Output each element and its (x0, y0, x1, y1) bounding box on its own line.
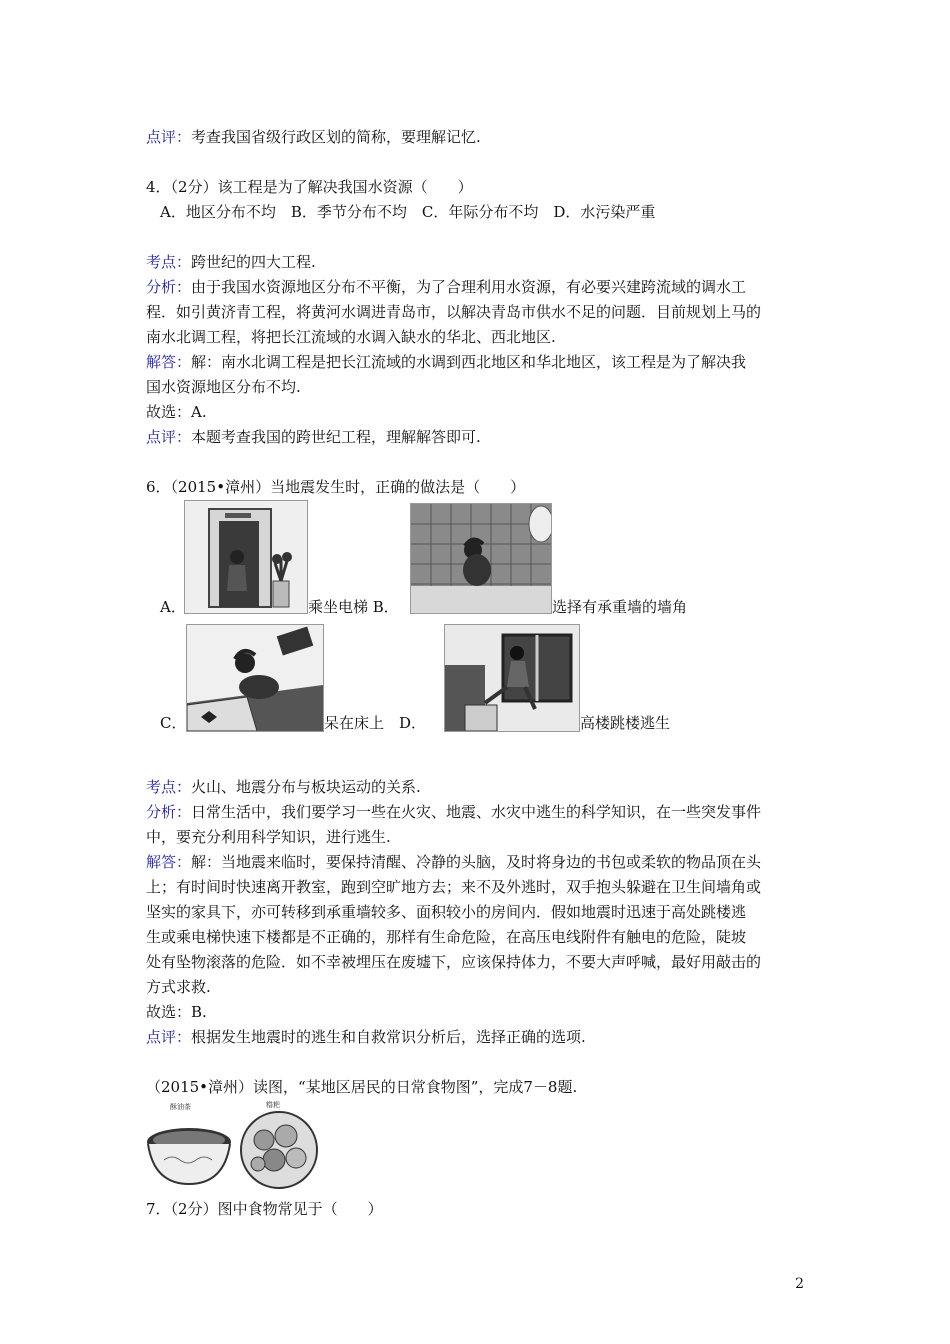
wall-corner-illustration (411, 504, 551, 613)
elevator-illustration (185, 501, 307, 613)
review-prev: 点评：考查我国省级行政区划的简称，要理解记忆. (146, 128, 481, 146)
food-image-tsampa (234, 1100, 324, 1190)
q4-analysis-2: 程．如引黄济青工程，将黄河水调进青岛市，以解决青岛市供水不足的问题．目前规划上马的 (146, 303, 762, 321)
q6-answer-1: 解答：解：当地震来临时，要保持清醒、冷静的头脑，及时将身边的书包或柔软的物品顶在头 (146, 853, 762, 871)
q4-analysis-1: 分析：由于我国水资源地区分布不平衡，为了合理利用水资源，有必要兴建跨流域的调水工 (146, 278, 747, 296)
tsampa-illustration (234, 1100, 324, 1190)
q6-choice: 故选：B. (146, 1003, 207, 1021)
food-label-butter-tea: 酥油茶 (170, 1103, 191, 1111)
q6-image-b-corner (410, 503, 552, 614)
q7-stem: 7．（2分）图中食物常见于（ ） (146, 1200, 383, 1218)
bed-illustration (187, 625, 323, 731)
q4-answer-2: 国水资源地区分布不均. (146, 378, 301, 396)
window-jump-illustration (445, 625, 579, 731)
q6-option-d-text: 高楼跳楼逃生 (580, 714, 671, 732)
food-label-tsampa: 糌粑 (266, 1101, 280, 1109)
q6-point: 考点：火山、地震分布与板块运动的关系. (146, 778, 421, 796)
tea-bowl-illustration (144, 1100, 234, 1190)
q6-review: 点评：根据发生地震时的逃生和自救常识分析后，选择正确的选项. (146, 1028, 586, 1046)
q4-analysis-3: 南水北调工程，将把长江流域的水调入缺水的华北、西北地区. (146, 328, 556, 346)
q6-analysis-2: 中，要充分利用科学知识，进行逃生. (146, 828, 391, 846)
q6-answer-5: 处有坠物滚落的危险．如不幸被埋压在废墟下，应该保持体力，不要大声呼喊，最好用敲击的 (146, 953, 762, 971)
q6-image-d-window (444, 624, 580, 732)
q6-answer-4: 生或乘电梯快速下楼都是不正确的，那样有生命危险，在高压电线附件有触电的危险，陡坡 (146, 928, 747, 946)
q4-answer-1: 解答：解：南水北调工程是把长江流域的水调到西北地区和华北地区，该工程是为了解决我 (146, 353, 747, 371)
q6-stem: 6．（2015•漳州）当地震发生时，正确的做法是（ ） (146, 478, 526, 496)
q78-intro: （2015•漳州）读图，“某地区居民的日常食物图”，完成7－8题. (146, 1078, 578, 1096)
food-image-butter-tea (144, 1100, 234, 1190)
q6-answer-3: 坚实的家具下，亦可转移到承重墙较多、面积较小的房间内．假如地震时迅速于高处跳楼逃 (146, 903, 747, 921)
q6-option-a-letter: A． (160, 598, 186, 616)
q6-option-a-text: 乘坐电梯 B． (308, 598, 399, 616)
q6-analysis-1: 分析：日常生活中，我们要学习一些在火灾、地震、水灾中逃生的科学知识，在一些突发事件 (146, 803, 762, 821)
q4-choice: 故选：A. (146, 403, 207, 421)
q6-answer-2: 上；有时间时快速离开教室，跑到空旷地方去；来不及外逃时，双手抱头躲避在卫生间墙角或 (146, 878, 762, 896)
q6-image-c-bed (186, 624, 324, 732)
q4-stem: 4．（2分）该工程是为了解决我国水资源（ ） (146, 178, 473, 196)
q4-review: 点评：本题考查我国的跨世纪工程，理解解答即可. (146, 428, 481, 446)
q6-option-c-text: 呆在床上 D． (324, 714, 427, 732)
q6-answer-6: 方式求救. (146, 978, 211, 996)
q6-option-b-text: 选择有承重墙的墙角 (552, 598, 688, 616)
q4-options: A．地区分布不均 B．季节分布不均 C．年际分布不均 D．水污染严重 (160, 203, 656, 221)
q6-image-a-elevator (184, 500, 308, 614)
page-number: 2 (795, 1276, 804, 1292)
q6-option-c-letter: C． (160, 714, 187, 732)
q4-point: 考点：跨世纪的四大工程. (146, 253, 316, 271)
